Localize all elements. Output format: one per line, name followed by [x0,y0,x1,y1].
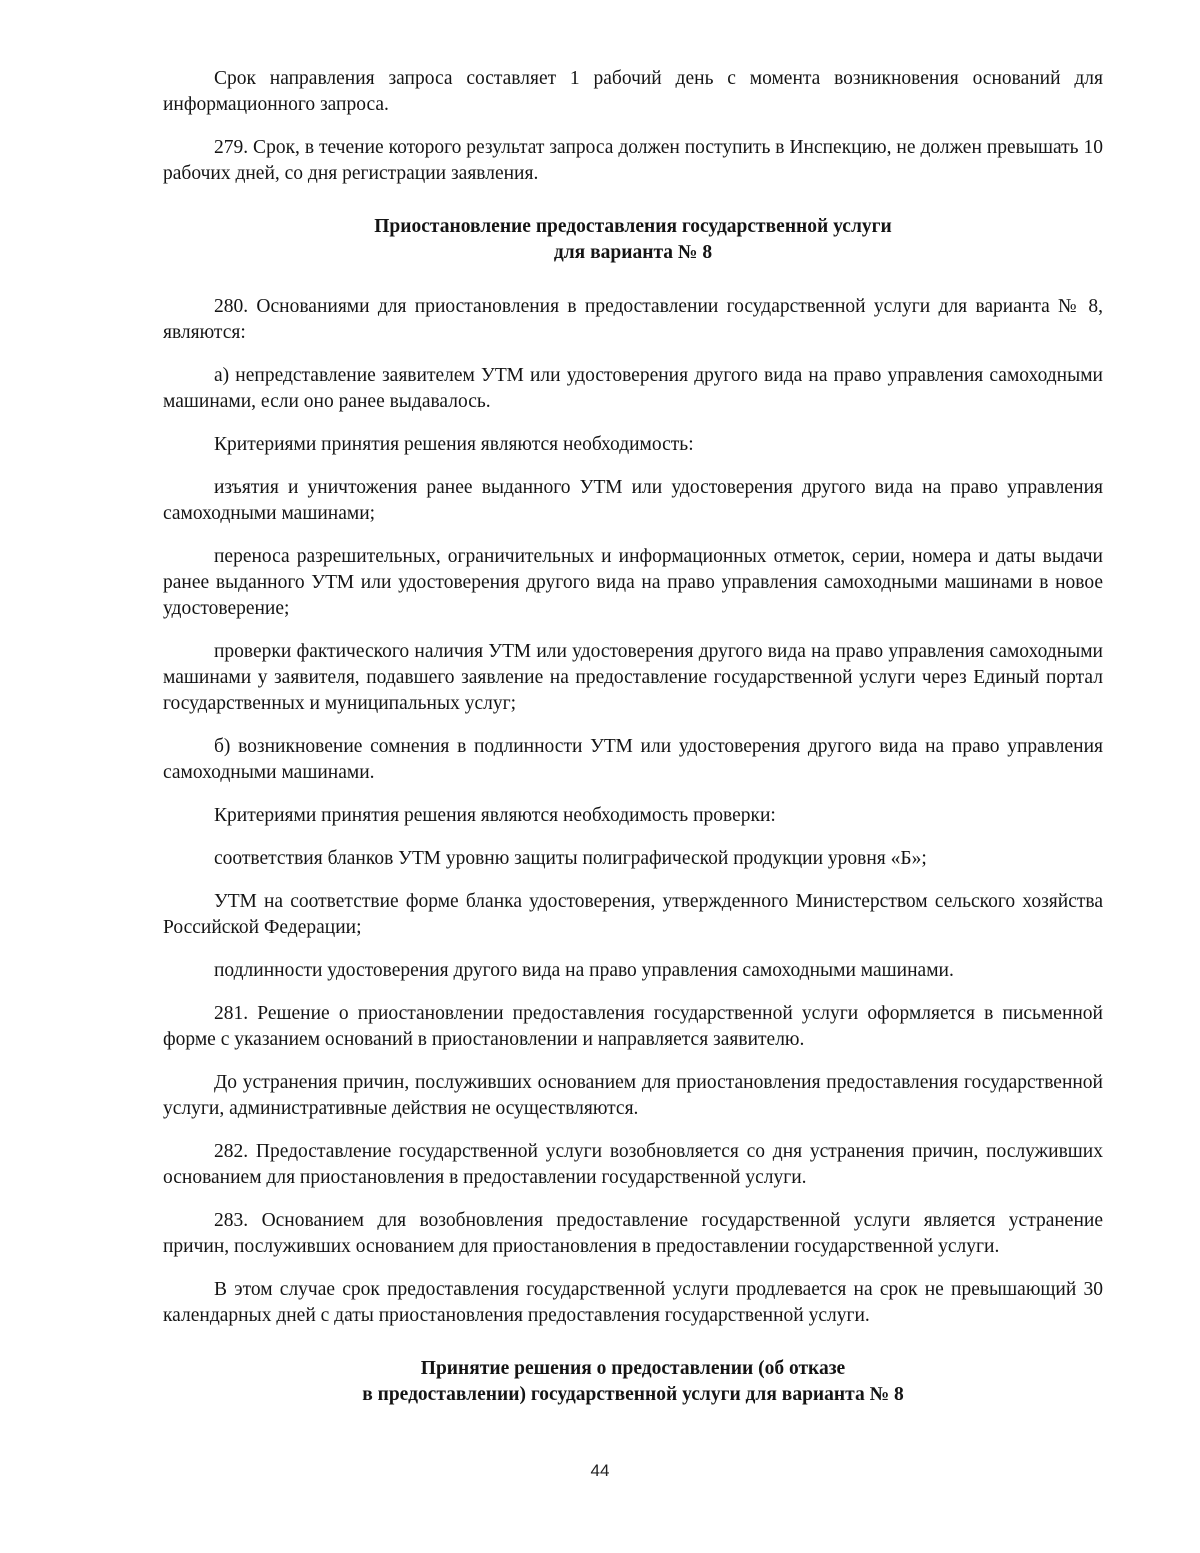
paragraph-282: 282. Предоставление государственной услуги возобновляется со дня устранения причин, послуживших основанием для приостановления в предоставлении государственной услуги. [163,1141,1103,1188]
paragraph-criterion-withdrawal: изъятия и уничтожения ранее выданного УТМ или удостоверения другого вида на право управления самоходными машинами; [163,477,1103,524]
paragraph-criterion-form: УТМ на соответствие форме бланка удостоверения, утвержденного Министерством сельского хозяйства Российской Федерации; [163,891,1103,938]
page-number: 44 [590,1461,610,1480]
paragraph-criterion-authenticity: подлинности удостоверения другого вида на право управления самоходными машинами. [214,960,954,981]
paragraph-item-a: а) непредставление заявителем УТМ или удостоверения другого вида на право управления самоходными машинами, если оно ранее выдавалось. [163,365,1103,412]
section-heading-decision [163,1356,1103,1408]
paragraph-criteria-check: Критериями принятия решения являются необходимость проверки: [214,805,776,826]
paragraph-280: 280. Основаниями для приостановления в предоставлении государственной услуги для варианта № 8, являются: [163,296,1103,343]
paragraph-283: 283. Основанием для возобновления предоставление государственной услуги является устранение причин, послуживших основанием для приостановления в предоставлении государственной услуги. [163,1210,1103,1257]
section-heading-suspension [163,214,1103,266]
paragraph-criteria: Критериями принятия решения являются необходимость: [214,434,694,455]
document-page [163,66,1103,1436]
section-heading-line: Принятие решения о предоставлении (об отказе [420,1358,846,1379]
section-heading-line: для варианта № 8 [553,242,713,263]
paragraph-until-elimination: До устранения причин, послуживших основанием для приостановления предоставления государственной услуги, административные действия не осуществляются. [163,1072,1103,1119]
section-heading-line: Приостановление предоставления государственной услуги [374,216,892,237]
paragraph-request-deadline: Срок направления запроса составляет 1 рабочий день с момента возникновения оснований для информационного запроса. [163,68,1103,115]
paragraph-criterion-check: проверки фактического наличия УТМ или удостоверения другого вида на право управления самоходными машинами у заявителя, подавшего заявление на предоставление государственной услуги через Единый портал государственных и муниципальных услуг; [163,641,1103,714]
paragraph-281: 281. Решение о приостановлении предоставления государственной услуги оформляется в письменной форме с указанием оснований в приостановлении и направляется заявителю. [163,1003,1103,1050]
paragraph-term-extension: В этом случае срок предоставления государственной услуги продлевается на срок не превышающий 30 календарных дней с даты приостановления предоставления государственной услуги. [163,1279,1103,1326]
section-heading-line: в предоставлении) государственной услуги для варианта № 8 [362,1384,904,1405]
paragraph-279: 279. Срок, в течение которого результат запроса должен поступить в Инспекцию, не должен превышать 10 рабочих дней, со дня регистрации заявления. [163,137,1103,184]
paragraph-criterion-transfer: переноса разрешительных, ограничительных и информационных отметок, серии, номера и даты выдачи ранее выданного УТМ или удостоверения другого вида на право управления самоходными машинами в новое удостоверение; [163,546,1103,619]
paragraph-criterion-blanks: соответствия бланков УТМ уровню защиты полиграфической продукции уровня «Б»; [214,848,927,869]
paragraph-item-b: б) возникновение сомнения в подлинности УТМ или удостоверения другого вида на право управления самоходными машинами. [163,736,1103,783]
